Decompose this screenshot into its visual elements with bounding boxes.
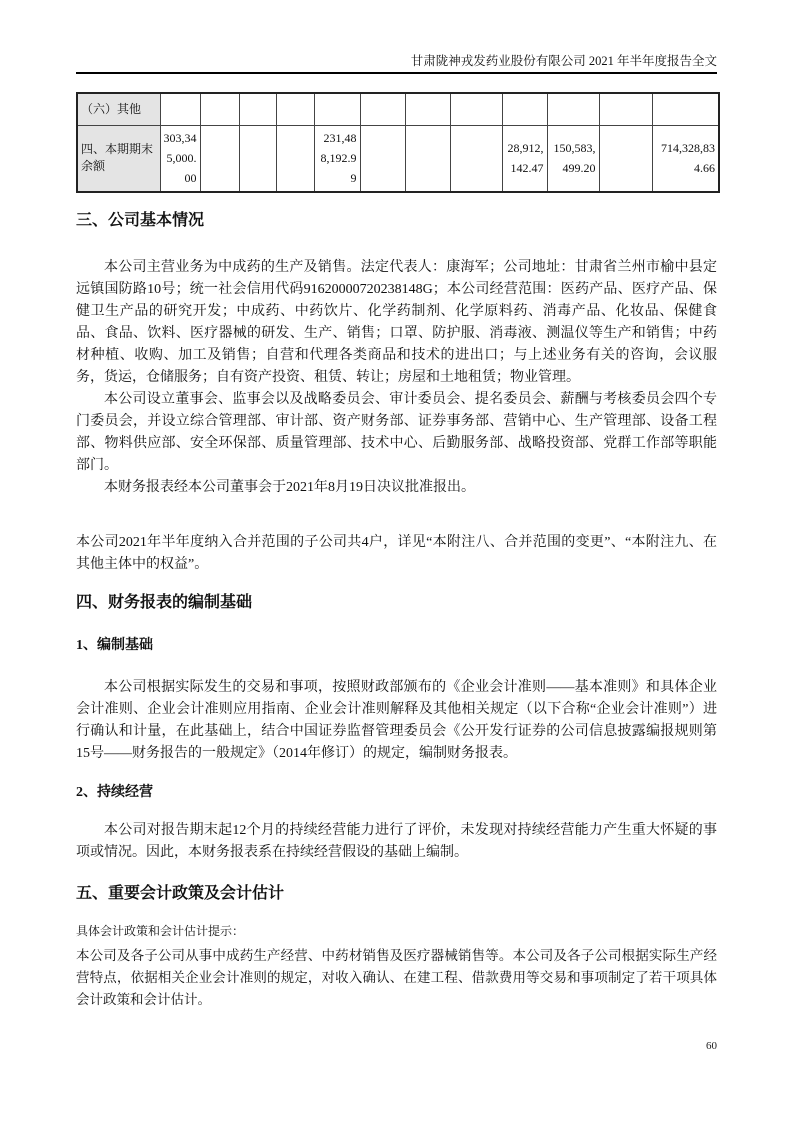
header-divider	[76, 72, 717, 74]
table-cell	[314, 93, 360, 125]
table-row-label: 四、本期期末余额	[77, 125, 160, 192]
table-cell: 231,488,192.99	[314, 125, 360, 192]
table-cell: 303,345,000.00	[160, 125, 200, 192]
table-cell: 28,912,142.47	[502, 125, 547, 192]
table-cell	[450, 93, 502, 125]
paragraph-report-approval: 本财务报表经本公司董事会于2021年8月19日决议批准报出。	[104, 480, 475, 495]
subsection-heading-basis: 1、编制基础	[76, 638, 153, 653]
table-cell	[239, 93, 276, 125]
note-accounting-policies: 具体会计政策和会计估计提示：	[76, 924, 245, 938]
table-cell	[239, 125, 276, 192]
section-heading-company-profile: 三、公司基本情况	[76, 212, 205, 229]
table-cell	[652, 93, 719, 125]
table-row-closing-balance	[77, 125, 719, 192]
table-cell	[599, 125, 652, 192]
equity-statement-table	[76, 92, 720, 193]
page-number: 60	[706, 1040, 717, 1052]
table-cell	[405, 125, 450, 192]
table-cell	[450, 125, 502, 192]
section-heading-accounting-policies: 五、重要会计政策及会计估计	[76, 885, 285, 902]
table-cell: 150,583,499.20	[547, 125, 599, 192]
paragraph-going-concern: 本公司对报告期末起12个月的持续经营能力进行了评价，未发现对持续经营能力产生重大怀疑的事项或情况。因此，本财务报表系在持续经营假设的基础上编制。	[76, 823, 717, 860]
table-cell: 714,328,834.66	[652, 125, 719, 192]
table-cell	[276, 93, 314, 125]
subsection-heading-going-concern: 2、持续经营	[76, 785, 153, 800]
table-cell	[200, 125, 239, 192]
table-cell	[405, 93, 450, 125]
page-header-title: 甘肃陇神戎发药业股份有限公司 2021 年半年度报告全文	[410, 54, 717, 68]
table-cell	[160, 93, 200, 125]
paragraph-basis: 本公司根据实际发生的交易和事项，按照财政部颁布的《企业会计准则——基本准则》和具体企业会计准则、企业会计准则应用指南、企业会计准则解释及其他相关规定（以下合称“企业会计准则”）进行确认和计量，在此基础上，结合中国证券监督管理委员会《公开发行证券的公司信息披露编报规则第15号——财务报告的一般规定》（2014年修订）的规定，编制财务报表。	[76, 680, 717, 761]
table-cell	[360, 93, 405, 125]
table-cell	[547, 93, 599, 125]
section-heading-preparation-basis: 四、财务报表的编制基础	[76, 594, 253, 611]
paragraph-consolidation-scope: 本公司2021年半年度纳入合并范围的子公司共4户，详见“本附注八、合并范围的变更”、“本附注九、在其他主体中的权益”。	[76, 535, 717, 572]
table-row-label: （六）其他	[77, 93, 160, 125]
paragraph-accounting-policies: 本公司及各子公司从事中成药生产经营、中药材销售及医疗器械销售等。本公司及各子公司根据实际生产经营特点，依据相关企业会计准则的规定，对收入确认、在建工程、借款费用等交易和事项制定了若干项具体会计政策和会计估计。	[76, 948, 717, 1007]
table-cell	[200, 93, 239, 125]
table-cell	[599, 93, 652, 125]
paragraph-governance: 本公司设立董事会、监事会以及战略委员会、审计委员会、提名委员会、薪酬与考核委员会四个专门委员会，并设立综合管理部、审计部、资产财务部、证券事务部、营销中心、生产管理部、设备工程部、物料供应部、安全环保部、质量管理部、技术中心、后勤服务部、战略投资部、党群工作部等职能部门。	[76, 392, 717, 473]
table-cell	[276, 125, 314, 192]
table-cell	[360, 125, 405, 192]
paragraph-business-scope: 本公司主营业务为中成药的生产及销售。法定代表人：康海军；公司地址：甘肃省兰州市榆中县定远镇国防路10号；统一社会信用代码91620000720238148G；本公司经营范围：医药产品、医疗产品、保健卫生产品的研究开发；中成药、中药饮片、化学药制剂、化学原料药、消毒产品、化妆品、保健食品、食品、饮料、医疗器械的研发、生产、销售；口罩、防护服、消毒液、测温仪等生产和销售；中药材种植、收购、加工及销售；自营和代理各类商品和技术的进出口；与上述业务有关的咨询，会议服务，货运，仓储服务；自有资产投资、租赁、转让；房屋和土地租赁；物业管理。	[76, 260, 717, 385]
table-row-other	[77, 93, 719, 125]
table-cell	[502, 93, 547, 125]
